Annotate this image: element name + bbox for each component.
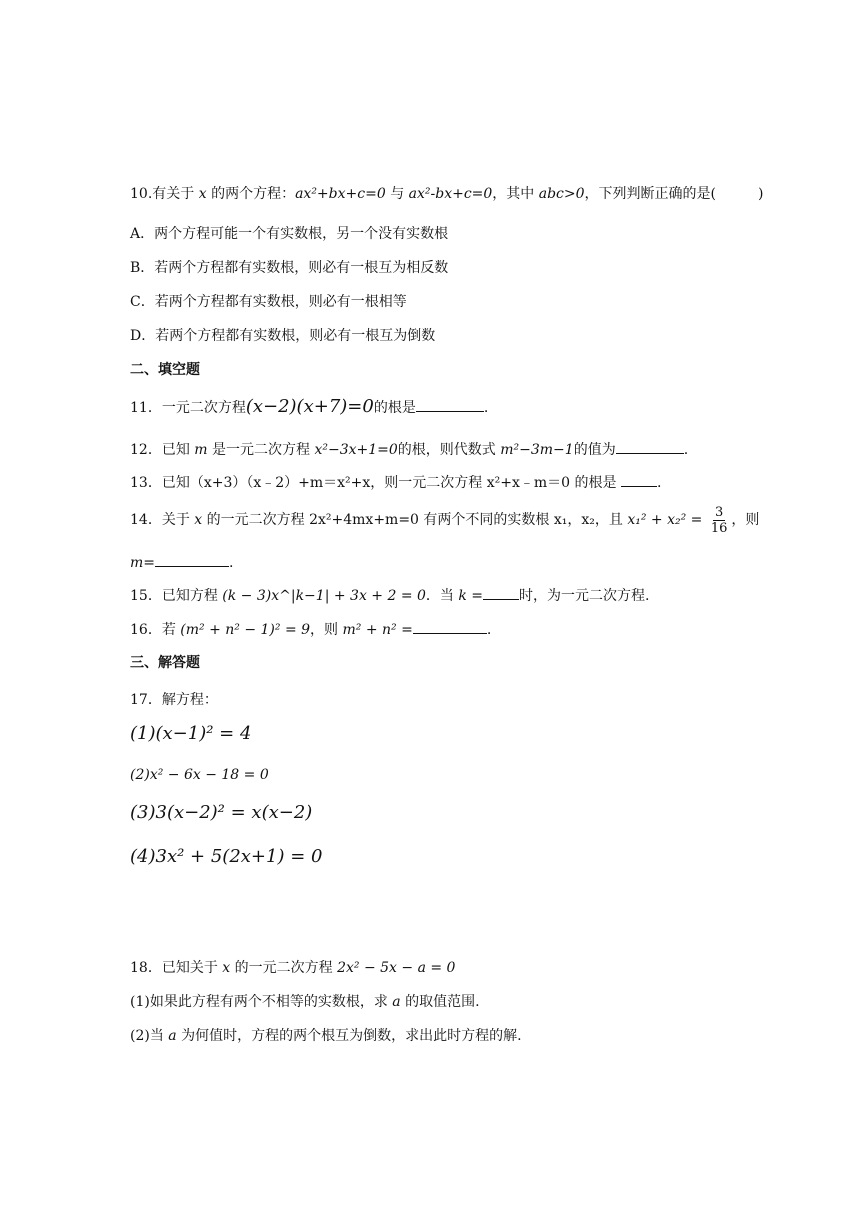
- q15-suffix: 时，为一元二次方程.: [519, 588, 650, 604]
- q15-answer-blank[interactable]: [483, 585, 519, 600]
- q14-answer-blank[interactable]: [155, 552, 229, 567]
- q14-prefix: 14．关于: [130, 512, 190, 528]
- q13-end: .: [656, 475, 662, 491]
- q10-mid1: 的两个方程：: [211, 186, 296, 202]
- question-17-title: 17．解方程：: [130, 692, 218, 708]
- q18-part-1-a: (1)如果此方程有两个不相等的实数根，求: [130, 994, 388, 1010]
- q10-eq1: ax²+bx+c=0: [295, 186, 386, 202]
- q15-equation: (k − 3)x^|k−1| + 3x + 2 = 0: [222, 588, 426, 604]
- q17-item-2: [130, 765, 269, 785]
- q10-prefix: 10.有关于: [130, 186, 195, 202]
- question-14: [130, 502, 759, 538]
- q17-item-1-text: (1)(x−1)² = 4: [130, 723, 252, 744]
- q14-suffix: ，则: [731, 512, 760, 528]
- q18-a-var-2: a: [168, 1028, 177, 1044]
- q14-mid: 的一元二次方程 2x²+4mx+m=0 有两个不同的实数根 x₁，x₂，且: [206, 512, 623, 528]
- question-13: [130, 472, 661, 493]
- q18-part-2-a: (2)当: [130, 1028, 164, 1044]
- question-18: [130, 958, 455, 978]
- q11-answer-blank[interactable]: [416, 397, 484, 412]
- q18-part-1-b: 的取值范围.: [405, 994, 480, 1010]
- q10-eq2: ax²-bx+c=0: [408, 186, 493, 202]
- question-11: [130, 397, 488, 418]
- q14-numerator: 3: [714, 504, 724, 520]
- q10-option-c: C．若两个方程都有实数根，则必有一根相等: [130, 294, 407, 310]
- q18-part-2-b: 为何值时，方程的两个根互为倒数，求出此时方程的解.: [181, 1028, 522, 1044]
- question-12: [130, 439, 688, 460]
- q14-denominator: 16: [710, 520, 728, 536]
- section-2-heading: 二、填空题: [130, 362, 200, 378]
- q17-item-4: [130, 847, 322, 868]
- q18-part-1: [130, 992, 480, 1012]
- q15-mid: ．当: [425, 588, 454, 604]
- question-15: [130, 585, 650, 606]
- q12-suffix: 的值为: [573, 442, 616, 458]
- section-3-heading: 三、解答题: [130, 655, 200, 671]
- q18-equation: 2x² − 5x − a = 0: [337, 960, 456, 976]
- q17-item-4-text: (4)3x² + 5(2x+1) = 0: [130, 846, 323, 867]
- question-16: [130, 619, 491, 640]
- q12-equation: x²−3x+1=0: [314, 442, 398, 458]
- q13-answer-blank[interactable]: [621, 472, 657, 487]
- q16-equation: (m² + n² − 1)² = 9: [180, 622, 311, 638]
- q11-suffix: 的根是: [373, 400, 416, 416]
- q16-mid: ，则: [310, 622, 339, 638]
- question-14-line2: [130, 552, 233, 573]
- q14-end: .: [229, 555, 234, 571]
- q12-end: .: [683, 442, 689, 458]
- q12-var: m: [194, 442, 208, 458]
- q16-answer-blank[interactable]: [413, 619, 487, 634]
- q12-mid: 是一元二次方程: [212, 442, 311, 458]
- q18-mid: 的一元二次方程: [234, 960, 333, 976]
- q12-prefix: 12．已知: [130, 442, 190, 458]
- q17-item-1: [130, 724, 251, 745]
- q10-option-b: B．若两个方程都有实数根，则必有一根互为相反数: [130, 260, 449, 276]
- q14-var: x: [194, 512, 203, 528]
- q11-equation: (x−2)(x+7)=0: [245, 396, 374, 417]
- q16-prefix: 16．若: [130, 622, 176, 638]
- q10-option-d: D．若两个方程都有实数根，则必有一根互为倒数: [130, 328, 436, 344]
- question-10-stem: [130, 184, 763, 204]
- q12-expression: m²−3m−1: [500, 442, 574, 458]
- q17-item-3: [130, 803, 312, 824]
- q11-prefix: 11．一元二次方程: [130, 400, 246, 416]
- q15-prefix: 15．已知方程: [130, 588, 218, 604]
- q17-item-2-text: (2)x² − 6x − 18 = 0: [130, 767, 269, 783]
- q16-end: .: [486, 622, 492, 638]
- q18-part-2: [130, 1026, 522, 1046]
- q10-var: x: [198, 186, 207, 202]
- q10-and: 与: [390, 186, 405, 202]
- q10-mid2: ，其中: [492, 186, 535, 202]
- q18-a-var-1: a: [392, 994, 401, 1010]
- q17-item-3-text: (3)3(x−2)² = x(x−2): [130, 802, 313, 823]
- q18-var: x: [222, 960, 231, 976]
- q15-k: k =: [458, 588, 484, 604]
- q10-cond: abc>0: [538, 186, 585, 202]
- q16-expression: m² + n² =: [342, 622, 413, 638]
- q10-option-a: A．两个方程可能一个有实数根，另一个没有实数根: [130, 226, 449, 242]
- q14-lhs: x₁² + x₂² =: [627, 512, 703, 528]
- q13-text: 13．已知（x+3）（x﹣2）+m＝x²+x，则一元二次方程 x²+x﹣m＝0 的根是: [130, 475, 617, 491]
- q14-m-label: m=: [130, 555, 156, 571]
- q14-fraction: [709, 505, 730, 536]
- q12-answer-blank[interactable]: [616, 439, 684, 454]
- q12-mid2: 的根，则代数式: [397, 442, 496, 458]
- q10-suffix: ，下列判断正确的是( ): [584, 186, 764, 202]
- q18-prefix: 18．已知关于: [130, 960, 218, 976]
- q11-end: .: [483, 400, 489, 416]
